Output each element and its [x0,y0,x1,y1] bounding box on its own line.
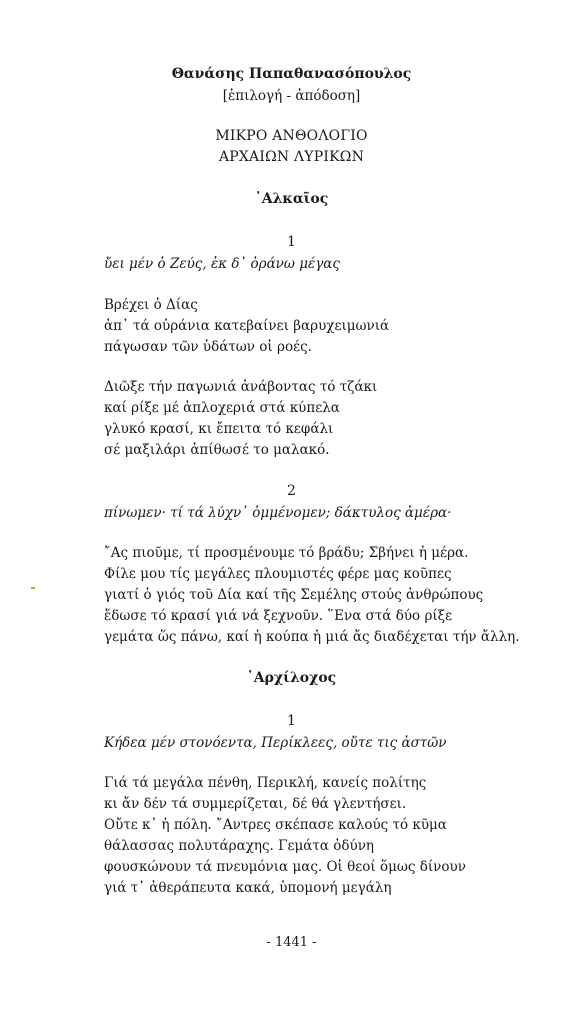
verse-line: ἔδωσε τό κρασί γιά νά ξεχνοῦν. ῞Ενα στά δύο ρίξε [104,608,453,624]
verse-line: γεμάτα ὥς πάνω, καί ἡ κούπα ἡ μιά ἄς διαδέχεται τήν ἄλλη. [104,629,520,645]
author-name: Θανάσης Παπαθανασόπουλος [171,66,412,82]
poem-number: 1 [287,713,296,729]
poem-incipit: ὔει μέν ὀ Ζεύς, ἐκ δ᾿ ὀράνω μέγας [104,256,340,272]
verse-line: Βρέχει ὁ Δίας [104,297,198,313]
verse-line: Οὔτε κ᾿ ἡ πόλη. ῎Αντρες σκέπασε καλούς τό κῦμα [104,817,447,833]
poem-number: 1 [287,234,296,250]
verse-line: θάλασσας πολυτάραχης. Γεμάτα ὀδύνη [104,838,375,854]
verse-line: κι ἄν δέν τά συμμερίζεται, δέ θά γλεντήσει. [104,796,407,812]
verse-line: Διῶξε τήν παγωνιά ἀνάβοντας τό τζάκι [104,379,378,395]
anthology-title-line-2: ΑΡΧΑΙΩΝ ΛΥΡΙΚΩΝ [218,149,365,165]
editor-note: [ἐπιλογή - ἀπόδοση] [222,88,361,104]
verse-line: σέ μαξιλάρι ἀπίθωσέ το μαλακό. [104,442,330,458]
poem-number: 2 [287,483,296,499]
verse-line: φουσκώνουν τά πνευμόνια μας. Οἱ θεοί ὅμως δίνουν [104,859,466,875]
poet-heading-archilochos: ᾿Αρχίλοχος [246,670,337,686]
verse-line: καί ρίξε μέ ἁπλοχεριά στά κύπελα [104,400,340,416]
verse-line: Γιά τά μεγάλα πένθη, Περικλή, κανείς πολίτης [104,775,427,791]
scan-speck [31,587,35,589]
poem-incipit: πίνωμεν· τί τά λύχν᾿ ὀμμένομεν; δάκτυλος ἀμέρα· [104,505,452,521]
verse-line: ῎Ας πιοῦμε, τί προσμένουμε τό βράδυ; Σβήνει ἡ μέρα. [104,545,469,561]
page-number: - 1441 - [266,935,317,950]
verse-line: γιατί ὁ γιός τοῦ Δία καί τῆς Σεμέλης στούς ἀνθρώπους [104,587,484,603]
poet-heading-alkaios: ᾿Αλκαῖος [254,191,329,207]
poem-incipit: Κήδεα μέν στονόεντα, Περίκλεες, οὔτε τις ἀστῶν [104,735,447,751]
anthology-title-line-1: ΜΙΚΡΟ ΑΝΘΟΛΟΓΙΟ [215,128,368,144]
verse-line: ἀπ᾿ τά οὐράνια κατεβαίνει βαρυχειμωνιά [104,318,390,334]
verse-line: Φίλε μου τίς μεγάλες πλουμιστές φέρε μας κοῦπες [104,566,452,582]
verse-line: γλυκό κρασί, κι ἔπειτα τό κεφάλι [104,421,334,437]
verse-line: πάγωσαν τῶν ὑδάτων οἱ ροές. [104,339,312,355]
verse-line: γιά τ᾿ ἀθεράπευτα κακά, ὑπομονή μεγάλη [104,880,392,896]
